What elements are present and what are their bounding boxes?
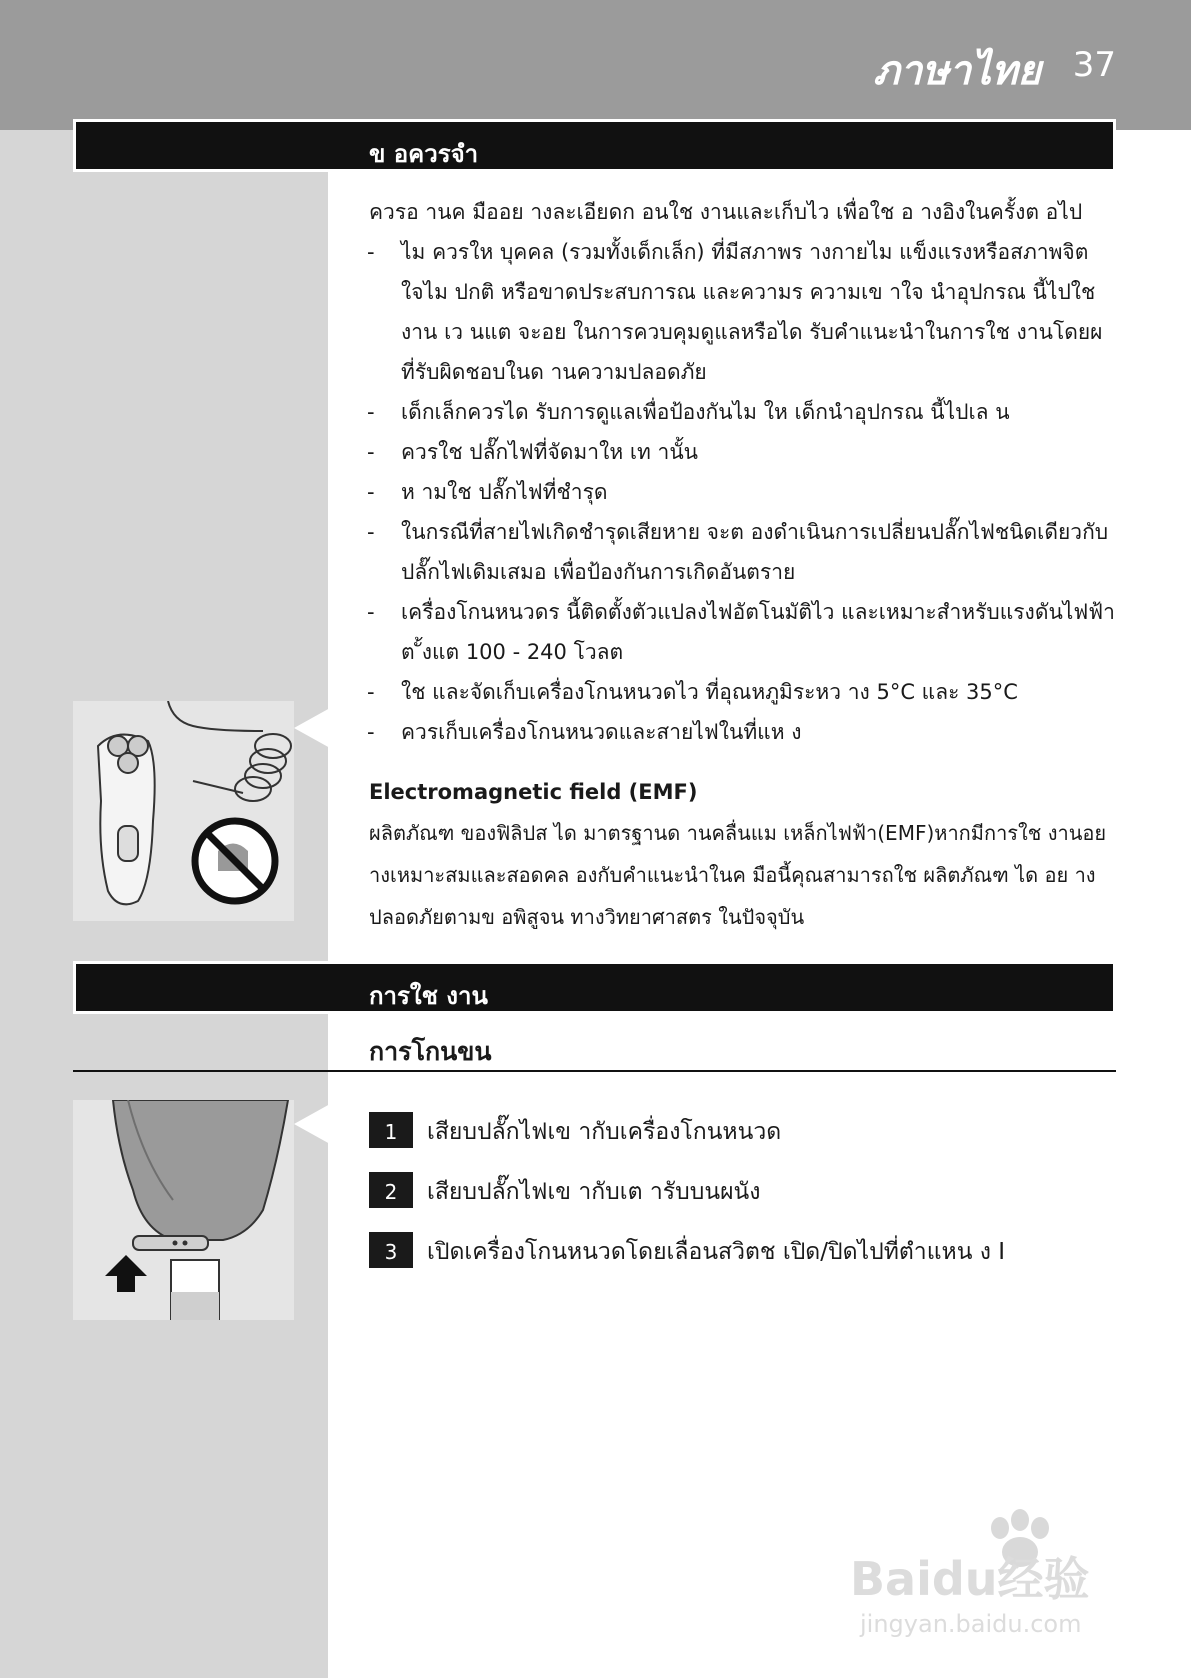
intro-paragraph: ควรอ านค มืออย างละเอียดก อนใช งานและเก็บไว เพื่อใช อ างอิงในครั้งต อไป — [369, 200, 1083, 224]
baidu-watermark — [840, 1500, 1130, 1640]
language-title: ภาษาไทย — [873, 47, 1041, 94]
page-number: 37 — [1072, 45, 1116, 85]
list-item: - ควรเก็บเครื่องโกนหนวดและสายไฟในที่แห ง — [365, 712, 1120, 752]
section-title-important: ข อควรจำ — [369, 140, 479, 168]
list-item: - ไม ควรให บุคคล (รวมทั้งเด็กเล็ก) ที่มีสภาพร างกายไม แข็งแรงหรือสภาพจิตใจไม ปกติ หรือขาดประสบการณ และความร ความเข าใจ นำอุปกรณ นี้ไปใช งาน เว นแต จะอย ในการควบคุมดูแลหรือได รับคำแนะนำในการใช งานโดยผ ที่รับผิดชอบในด านความปลอดภัย — [365, 232, 1120, 392]
list-item: - ใช และจัดเก็บเครื่องโกนหนวดไว ที่อุณหภูมิระหว าง 5°C และ 35°C — [365, 672, 1120, 712]
section-bar-important — [73, 119, 1116, 172]
callout-pointer — [294, 1104, 330, 1144]
list-item: - ควรใช ปลั๊กไฟที่จัดมาให เท านั้น — [365, 432, 1120, 472]
list-item: - ในกรณีที่สายไฟเกิดชำรุดเสียหาย จะต องดำเนินการเปลี่ยนปลั๊กไฟชนิดเดียวกับปลั๊กไฟเดิมเสมอ เพื่อป้องกันการเกิดอันตราย — [365, 512, 1120, 592]
watermark-url: jingyan.baidu.com — [860, 1610, 1082, 1638]
list-item: - ห ามใช ปลั๊กไฟที่ชำรุด — [365, 472, 1120, 512]
watermark-brand: Baidu经验 — [850, 1552, 1090, 1606]
step-text: เสียบปลั๊กไฟเข ากับเครื่องโกนหนวด — [427, 1119, 782, 1145]
shaver-cord-icon — [73, 701, 294, 921]
list-item: - เครื่องโกนหนวดร นี้ติดตั้งตัวแปลงไฟอัตโนมัติไว และเหมาะสำหรับแรงดันไฟฟ้าต ั้งแต 100 - 240 โวลต — [365, 592, 1120, 672]
section-title-usage: การใช งาน — [369, 982, 488, 1010]
divider — [73, 1070, 1116, 1072]
section-bar-usage — [73, 961, 1116, 1014]
callout-pointer — [294, 708, 330, 748]
safety-list — [365, 232, 1120, 752]
shaver-plug-icon — [73, 1100, 294, 1320]
step-number: 3 — [369, 1232, 413, 1268]
list-item: - เด็กเล็กควรได รับการดูแลเพื่อป้องกันไม ให เด็กนำอุปกรณ นี้ไปเล น — [365, 392, 1120, 432]
step-text: เปิดเครื่องโกนหนวดโดยเลื่อนสวิตช เปิด/ปิดไปที่ตำแหน ง I — [427, 1239, 1006, 1265]
step-number: 1 — [369, 1112, 413, 1148]
subsection-title-shaving: การโกนขน — [369, 1037, 492, 1066]
emf-paragraph: ผลิตภัณฑ ของฟิลิปส ได มาตรฐานด านคลื่นแม เหล็กไฟฟ้า(EMF)หากมีการใช งานอย างเหมาะสมและสอดคล องกับคำแนะนำในค มือนี้คุณสามารถใช ผลิตภัณฑ ได อย างปลอดภัยตามข อพิสูจน ทางวิทยาศาสตร ในปัจจุบัน — [369, 821, 1107, 929]
shaver-plug-illustration — [73, 1100, 294, 1320]
emf-heading: Electromagnetic field (EMF) — [369, 780, 698, 804]
paw-logo-icon — [840, 1500, 1130, 1640]
shaver-no-water-illustration — [73, 701, 294, 921]
step-number: 2 — [369, 1172, 413, 1208]
step-text: เสียบปลั๊กไฟเข ากับเต ารับบนผนัง — [427, 1179, 761, 1205]
